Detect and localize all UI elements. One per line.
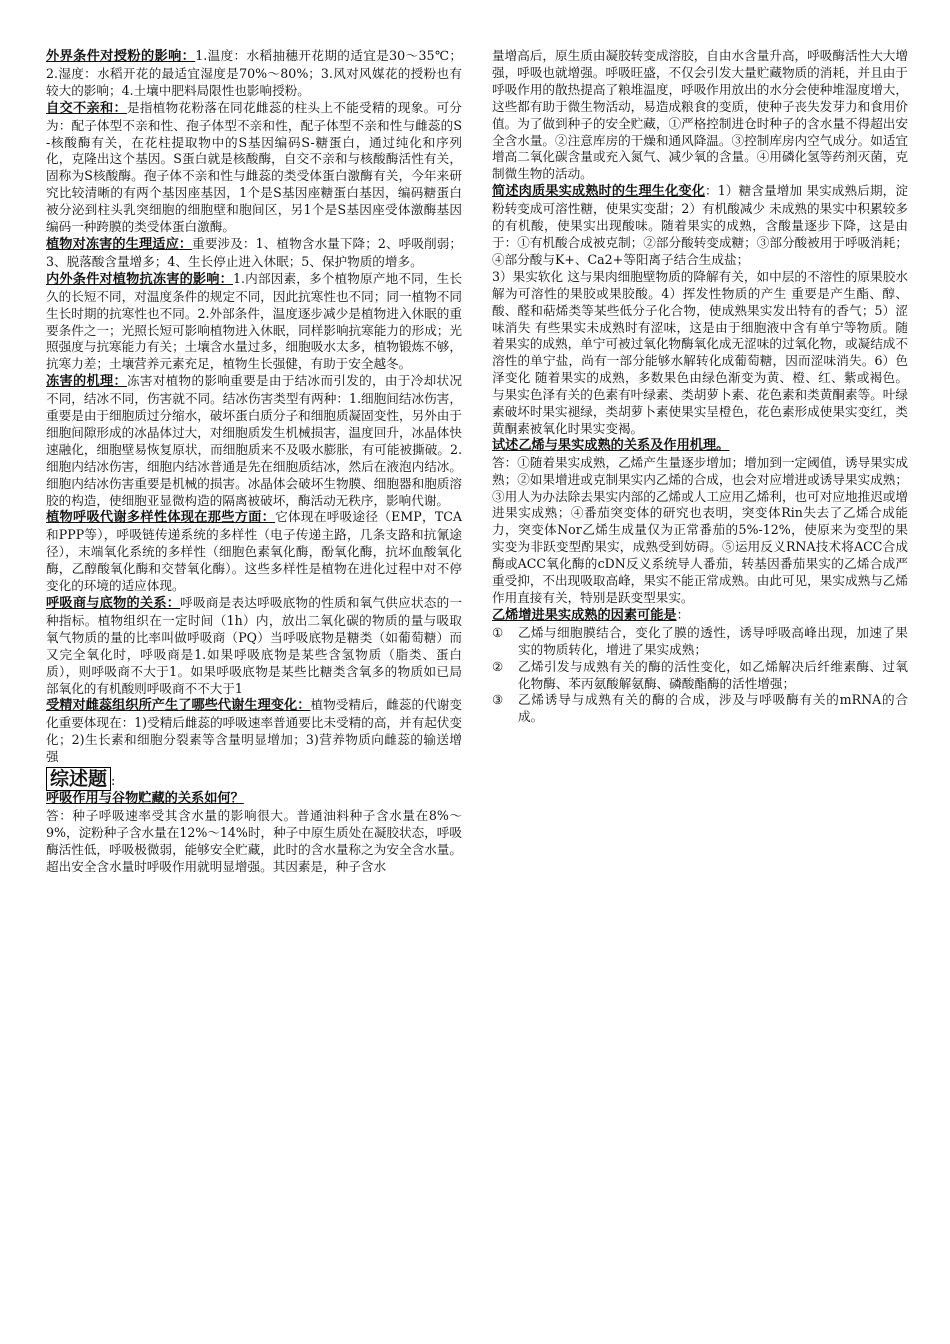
question-title: 乙烯增进果实成熟的因素可能是 (492, 607, 677, 623)
question-title: 简述肉质果实成熟时的生理生化变化 (492, 184, 706, 200)
list-number: ③ (492, 692, 504, 708)
block-text: 植物受精后，雌蕊的代谢变化重要体现在：1)受精后雌蕊的呼吸速率普通要比未受精的高，并有起伏变化；2)生长素和细胞分裂素等含量明显增加；3)营养物质向雌蕊的输送增强 (46, 697, 463, 765)
block-title: 外界条件对授粉的影响： (46, 49, 196, 64)
block-title: 呼吸商与底物的关系： (46, 596, 181, 611)
block-title: 受精对雌蕊组织所产生了哪些代谢生理变化： (46, 698, 311, 714)
list-item-text: 乙烯与细胞膜结合，变化了膜的透性，诱导呼吸高峰出现，加速了果实的物质转化，增进了果实成熟； (518, 624, 908, 657)
text-block (46, 595, 462, 697)
block-text: 是指植物花粉落在同花雌蕊的柱头上不能受精的现象。可分为：配子体型不亲和性、孢子体型不亲和性，配子体型不亲和性与雌蕊的S-核酸酶有关，在花柱提取物中的S基因编码S-糖蛋白，通过纯化和序列化，克隆出这个基因。S蛋白就是核酸酶，自交不亲和与核酸酶活性有关，固称为S核酸酶。孢子体不亲和性与雌蕊的类受体蛋白激酶有关，今年来研究比较清晰的有两个基因座基因，1个是S基因座糖蛋白基因，编码糖蛋白被分泌到柱头乳突细胞的细胞壁和胞间区，另1个是S基因座受体激酶基因编码一种跨膜的类受体蛋白激酶。 (46, 99, 463, 235)
question-title: 呼吸作用与谷物贮藏的关系如何？ (46, 791, 244, 807)
list-item (492, 659, 908, 693)
numbered-list (492, 625, 908, 726)
block-title: 冻害的机理： (46, 374, 127, 390)
question-heading (492, 607, 908, 625)
list-item (492, 692, 908, 726)
answer-text: 答：种子呼吸速率受其含水量的影响很大。普通油料种子含水量在8%～9%，淀粉种子含水量在12%～14%时，种子中原生质处在凝胶状态，呼吸酶活性低，呼吸极微弱，能够安全贮藏，此时的含水量称之为安全含水量。超出安全含水量时呼吸作用就明显增强。其因素是，种子含水 (46, 807, 462, 874)
text-block (46, 100, 462, 236)
block-text: 呼吸商是表达呼吸底物的性质和氧气供应状态的一种指标。植物组织在一定时间（1h）内，放出二氧化碳的物质的量与吸取氧气物质的量的比率叫做呼吸商（PQ）当呼吸底物是糖类（如葡萄糖）而又完全氧化时，呼吸商是1.如果呼吸底物是某些含氢物质（脂类、蛋白质），则呼吸商不大于1。如果呼吸底物是某些比糖类含氧多的物质如已局部氧化的有机酸则呼吸商不不大于1 (46, 595, 463, 696)
list-number: ① (492, 624, 504, 640)
list-item (492, 625, 908, 659)
question-colon: ： (705, 183, 718, 199)
text-block (46, 373, 462, 509)
block-text: 冻害对植物的影响重要是由于结冰而引发的，由于冷却状况不同，结冰不同，伤害就不同。结冰伤害类型有两种：1.细胞间结冰伤害，重要是由于细胞质过分缩水，破坏蛋白质分子和细胞质凝固变性，另外由于细胞间隙形成的冰晶体过大，对细胞质发生机械损害，温度回升，冰晶体快速融化，细胞壁易恢复原状，而细胞质来不及吸水膨胀，有可能被撕破。2.细胞内结冰伤害，细胞内结冰普通是先在细胞质结冰，然后在液泡内结冰。细胞内结冰伤害重要是机械的损害。冰晶体会破坏生物膜、细胞器和胞质溶胶的构造，使细胞亚显微构造的隔离被破坏，酶活动无秩序，影响代谢。 (46, 373, 463, 508)
list-item-text: 乙烯引发与成熟有关的酶的活性变化，如乙烯解决后纤维素酶、过氧化物酶、苯丙氨酸解氨酶、磷酸酯酶的活性增强； (518, 658, 908, 691)
question-colon: ： (676, 606, 690, 622)
list-item-text: 乙烯诱导与成熟有关的酶的合成，涉及与呼吸酶有关的mRNA的合成。 (518, 692, 908, 725)
block-text: 1.温度：水稻抽穗开花期的适宜是30～35℃；2.湿度：水稻开花的最适宜湿度是70%～80%；3.风对风媒花的授粉也有较大的影响；4.土壤中肥料局限性也影响授粉。 (46, 48, 463, 98)
section-colon: : (111, 773, 116, 789)
text-block (46, 509, 462, 595)
text-block (46, 236, 462, 271)
list-number: ② (492, 658, 504, 674)
block-title: 植物对冻害的生理适应： (46, 236, 193, 252)
text-block (46, 271, 462, 373)
text-block (492, 183, 908, 269)
question-title: 试述乙烯与果实成熟的关系及作用机理。 (492, 437, 730, 453)
answer-text: 答：①随着果实成熟，乙烯产生量逐步增加；增加到一定阈值，诱导果实成熟；②如果增进或克制果实内乙烯的合成，也会对应增进或诱导果实成熟；③用人为办法除去果实内部的乙烯或人工应用乙烯利，也可对应地推迟或增进果实成熟；④番茄突变体的研究也表明，突变体Rin失去了乙烯合成能力，突变体Nor乙烯生成量仅为正常番茄的5%-12%，使原来为变型的果实变为非跃变型酌果实，成熟受到妨碍。⑤运用反义RNA技术将ACC合成酶或ACC氧化酶的cDN反义系统导人番茄，转基因番茄果实的乙烯合成严重受抑，不出现吸取高峰，果实不能正常成熟。由此可见，果实成熟与乙烯作用直接有关，特别是跃变型果实。 (492, 454, 908, 605)
block-title: 植物呼吸代谢多样性体现在那些方面： (46, 510, 276, 526)
right-column (492, 48, 908, 726)
answer-text: 3）果实软化 这与果肉细胞壁物质的降解有关，如中层的不溶性的原果胶水解为可溶性的果胶或果胶酸。4）挥发性物质的产生 重要是产生酯、醇、酸、醛和萜烯类等某些低分子化合物，使成熟果实发出特有的香气；5）涩味消失 有些果实未成熟时有涩味，这是由于细胞液中含有单宁等物质。随着果实的成熟，单宁可被过氧化物酶氧化成无涩味的过氧化物，或凝结成不溶性的单宁盐，尚有一部分能够水解转化成葡萄糖，因而涩味消失。6）色泽变化 随着果实的成熟，多数果色由绿色渐变为黄、橙、红、紫或褐色。与果实色泽有关的色素有叶绿素、类胡萝卜素、花色素和类黄酮素等。叶绿素破坏时果实褪绿，类胡萝卜素使果实呈橙色，花色素形成使果实变红，类黄酮素被氧化时果实变褐。 (492, 268, 908, 436)
block-text: 1.内部因素，多个植物原产地不同，生长久的长短不同，对温度条件的规定不同，因此抗寒性也不同；同一植物不同生长时期的抗寒性也不同。2.外部条件，温度逐步减少是植物进入休眠的重要条件之一；光照长短可影响植物进入休眠，同样影响抗寒能力的形成；光照强度与抗寒能力有关；土壤含水量过多，细胞吸水太多，植物锻炼不够，抗寒力差；土壤营养元素充足，植物生长强健，有助于安全越冬。 (46, 270, 462, 372)
text-block (46, 48, 462, 100)
section-heading (46, 766, 462, 791)
block-title: 自交不亲和： (46, 100, 127, 116)
block-text: 它体现在呼吸途径（EMP，TCA和PPP等），呼吸链传递系统的多样性（电子传递主路，几条支路和抗氰途径），末端氧化系统的多样性（细胞色素氧化酶，酚氧化酶，抗坏血酸氧化酶，乙醇酸氧化酶和交替氧化酶）。这些多样性是植物在进化过程中对不停变化的环境的适应体现。 (46, 509, 462, 594)
left-column (46, 48, 462, 876)
answer-text-continued: 量增高后，原生质由凝胶转变成溶胶，自由水含量升高，呼吸酶活性大大增强，呼吸也就增强。呼吸旺盛，不仅会引发大量贮藏物质的消耗，并且由于呼吸作用的散热提高了粮堆温度，呼吸作用放出的水分会使种堆湿度增大，这些都有助于微生物活动，易造成粮食的变质，使种子丧失发芽力和食用价值。为了做到种子的安全贮藏，①严格控制进仓时种子的含水量不得超出安全含水量。②注意库房的干燥和通风降温。③控制库房内空气成分。如适宜增高二氧化碳含量或充入氮气、减少氧的含量。④用磷化氢等药剂灭菌，克制微生物的活动。 (492, 48, 908, 182)
document-page (46, 48, 908, 1318)
block-text: 重要涉及：1、植物含水量下降；2、呼吸削弱；3、脱落酸含量增多；4、生长停止进入休眠；5、保护物质的增多。 (46, 235, 462, 269)
section-label: 综述题 (46, 767, 111, 791)
text-block (46, 697, 462, 766)
block-title: 内外条件对植物抗冻害的影响： (46, 271, 233, 287)
answer-text: 1）糖含量增加 果实成熟后期，淀粉转变成可溶性糖，使果实变甜；2）有机酸减少 未成熟的果实中积累较多的有机酸，使果实出现酸味。随着果实的成熟，含酸量逐步下降，这是由于：①有机酸合成被克制；②部分酸转变成糖；③部分酸被用于呼吸消耗；④部分酸与K+、Ca2+等阳离子结合生成盐； (492, 183, 908, 267)
